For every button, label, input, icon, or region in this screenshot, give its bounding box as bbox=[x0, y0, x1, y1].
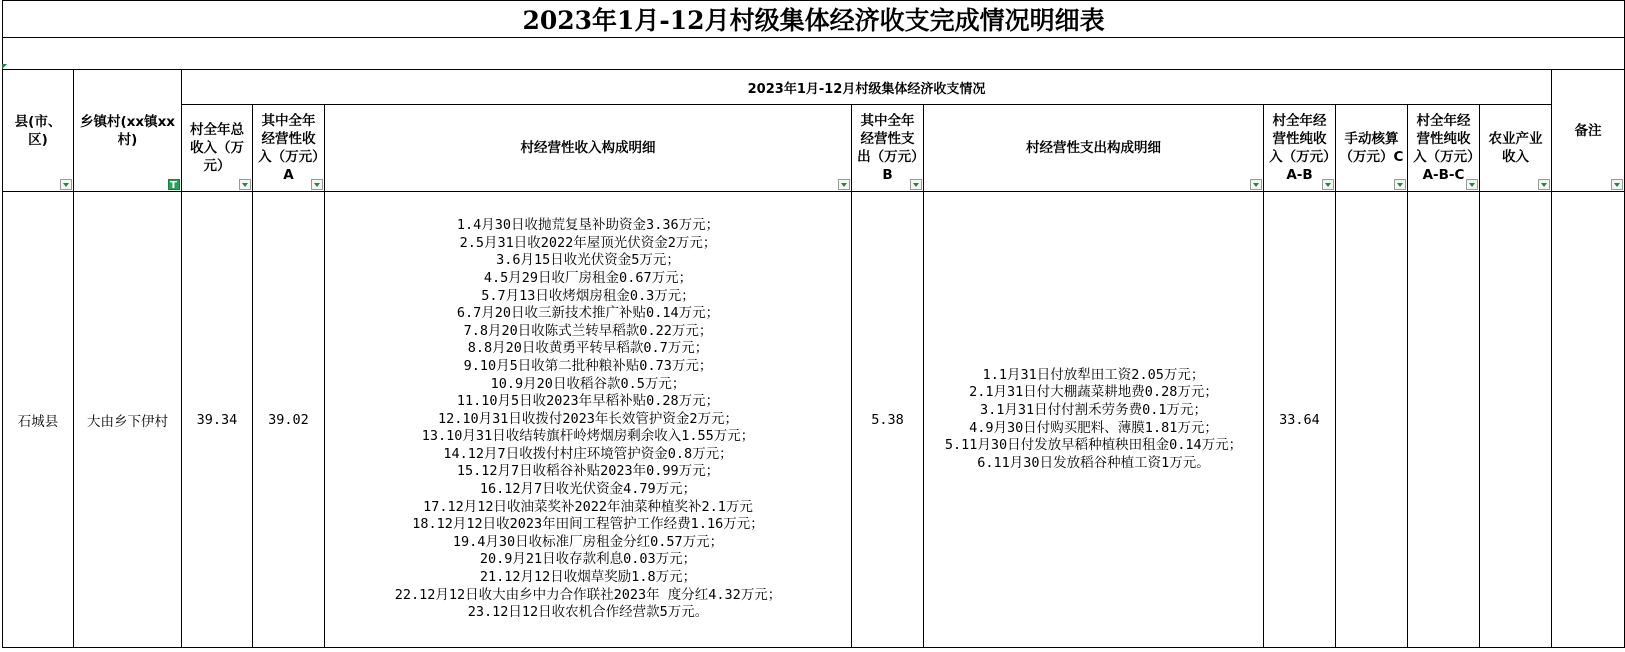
filter-dropdown-icon[interactable] bbox=[311, 179, 323, 190]
list-item: 4.9月30日付购买肥料、薄膜1.81万元； bbox=[969, 419, 1218, 436]
cell-operating-expense[interactable]: 5.38 bbox=[852, 192, 924, 648]
cell-net-income[interactable]: 33.64 bbox=[1264, 192, 1336, 648]
list-item: 6.11月30日发放稻谷种植工资1万元。 bbox=[977, 454, 1210, 471]
cell-manual-check[interactable] bbox=[1336, 192, 1408, 648]
header-county-label: 县(市、区) bbox=[14, 113, 62, 148]
header-net-income-check-label: 村全年经营性纯收入（万元）A-B-C bbox=[1413, 113, 1474, 183]
list-item: 5.7月13日收烤烟房租金0.3万元； bbox=[481, 287, 695, 304]
header-net-income-check[interactable] bbox=[1408, 105, 1480, 192]
filter-dropdown-icon[interactable] bbox=[910, 179, 922, 190]
cell-operating-income[interactable]: 39.02 bbox=[253, 192, 325, 648]
cell-remarks[interactable] bbox=[1552, 192, 1625, 648]
table-row bbox=[3, 192, 1625, 648]
list-item: 17.12月12日收油菜奖补2022年油菜种植奖补2.1万元 bbox=[423, 498, 753, 515]
filter-dropdown-icon[interactable] bbox=[1250, 179, 1262, 190]
header-manual-check[interactable] bbox=[1336, 105, 1408, 192]
filter-active-icon[interactable]: T bbox=[168, 179, 180, 190]
group-header: 2023年1月-12月村级集体经济收支情况 bbox=[182, 70, 1552, 105]
header-income-detail[interactable] bbox=[325, 105, 852, 192]
cell-county[interactable]: 石城县 bbox=[3, 192, 74, 648]
list-item: 3.1月31日付付割禾劳务费0.1万元； bbox=[979, 401, 1208, 418]
list-item: 20.9月21日收存款利息0.03万元； bbox=[479, 551, 697, 568]
cell-income-detail[interactable] bbox=[325, 192, 852, 648]
filter-dropdown-icon[interactable] bbox=[60, 179, 72, 190]
header-income-detail-label: 村经营性收入构成明细 bbox=[520, 140, 656, 156]
header-operating-income-label: 其中全年经营性收入（万元）A bbox=[258, 113, 319, 183]
header-manual-check-label: 手动核算（万元）C bbox=[1339, 131, 1404, 165]
cell-village[interactable]: 大由乡下伊村 bbox=[74, 192, 182, 648]
header-village-label: 乡镇村(xx镇xx村) bbox=[79, 113, 175, 148]
header-county[interactable] bbox=[3, 70, 74, 192]
header-net-income-label: 村全年经营性纯收入（万元）A-B bbox=[1269, 113, 1330, 183]
spreadsheet bbox=[2, 0, 1624, 650]
list-item: 1.1月31日付放犁田工资2.05万元； bbox=[982, 366, 1205, 383]
header-operating-income[interactable] bbox=[253, 105, 325, 192]
filter-dropdown-icon[interactable] bbox=[1322, 179, 1334, 190]
header-agri-income[interactable] bbox=[1480, 105, 1552, 192]
filter-dropdown-icon[interactable] bbox=[1611, 179, 1623, 190]
summary-table bbox=[2, 0, 1625, 648]
list-item: 16.12月7日收光伏资金4.79万元； bbox=[479, 481, 697, 498]
income-items-list bbox=[325, 217, 851, 622]
header-agri-income-label: 农业产业收入 bbox=[1488, 131, 1543, 165]
list-item: 1.4月30日收抛荒复垦补助资金3.36万元； bbox=[456, 217, 720, 234]
list-item: 3.6月15日收光伏资金5万元； bbox=[496, 252, 680, 269]
cell-total-income[interactable]: 39.34 bbox=[182, 192, 253, 648]
header-net-income[interactable] bbox=[1264, 105, 1336, 192]
list-item: 9.10月5日收第二批种粮补贴0.73万元； bbox=[463, 357, 713, 374]
cell-expense-detail[interactable] bbox=[924, 192, 1264, 648]
list-item: 2.5月31日收2022年屋顶光伏资金2万元； bbox=[459, 234, 717, 251]
header-total-income-label: 村全年总收入（万元） bbox=[190, 122, 244, 174]
list-item: 19.4月30日收标准厂房租金分红0.57万元； bbox=[452, 533, 724, 550]
filter-dropdown-icon[interactable] bbox=[838, 179, 850, 190]
list-item: 13.10月31日收结转旗杆岭烤烟房剩余收入1.55万元； bbox=[421, 428, 755, 445]
list-item: 22.12月12日收大由乡中力合作联社2023年 度分红4.32万元； bbox=[394, 586, 782, 603]
header-remarks[interactable] bbox=[1552, 70, 1625, 192]
header-expense-detail[interactable] bbox=[924, 105, 1264, 192]
filter-dropdown-icon[interactable] bbox=[1394, 179, 1406, 190]
list-item: 23.12日12日收农机合作经营款5万元。 bbox=[467, 604, 709, 621]
cell-net-income-check[interactable] bbox=[1408, 192, 1480, 648]
sheet-title: 2023年1月-12月村级集体经济收支完成情况明细表 bbox=[3, 1, 1625, 38]
header-operating-expense[interactable] bbox=[852, 105, 924, 192]
list-item: 8.8月20日收黄勇平转早稻款0.7万元； bbox=[467, 340, 709, 357]
cell-agri-income[interactable] bbox=[1480, 192, 1552, 648]
list-item: 21.12月12日收烟草奖励1.8万元； bbox=[479, 569, 697, 586]
list-item: 7.8月20日收陈式兰转早稻款0.22万元； bbox=[463, 322, 713, 339]
list-item: 14.12月7日收拨付村庄环境管护资金0.8万元； bbox=[443, 445, 733, 462]
list-item: 18.12月12日收2023年田间工程管护工作经费1.16万元； bbox=[412, 516, 764, 533]
filter-dropdown-icon[interactable] bbox=[1538, 179, 1550, 190]
filter-dropdown-icon[interactable] bbox=[239, 179, 251, 190]
header-total-income[interactable] bbox=[182, 105, 253, 192]
header-expense-detail-label: 村经营性支出构成明细 bbox=[1026, 140, 1161, 156]
list-item: 15.12月7日收稻谷补贴2023年0.99万元； bbox=[456, 463, 720, 480]
list-item: 2.1月31日付大棚蔬菜耕地费0.28万元； bbox=[969, 384, 1218, 401]
list-item: 12.10月31日收拨付2023年长效管护资金2万元； bbox=[437, 410, 739, 427]
list-item: 6.7月20日收三新技术推广补贴0.14万元； bbox=[456, 305, 720, 322]
list-item: 4.5月29日收厂房租金0.67万元； bbox=[483, 269, 693, 286]
filter-dropdown-icon[interactable] bbox=[1466, 179, 1478, 190]
expense-items-list bbox=[924, 367, 1263, 473]
header-operating-expense-label: 其中全年经营性支出（万元）B bbox=[857, 113, 918, 183]
list-item: 11.10月5日收2023年早稻补贴0.28万元； bbox=[456, 393, 720, 410]
header-remarks-label: 备注 bbox=[1574, 122, 1602, 139]
list-item: 10.9月20日收稻谷款0.5万元； bbox=[490, 375, 686, 392]
header-village[interactable] bbox=[74, 70, 182, 192]
list-item: 5.11月30日付发放早稻种植秧田租金0.14万元； bbox=[944, 437, 1243, 454]
blank-row[interactable] bbox=[3, 38, 1625, 70]
